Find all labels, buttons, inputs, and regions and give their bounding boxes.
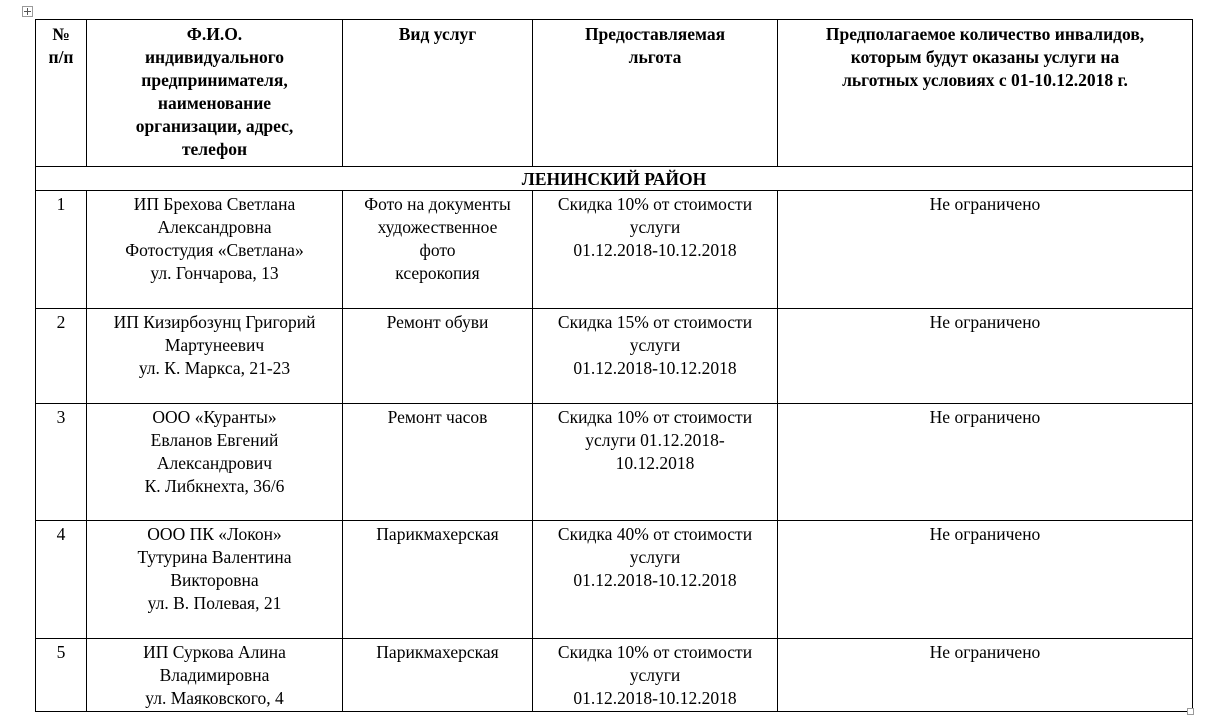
row-quantity: Не ограничено [778,639,1193,712]
row-name [87,309,343,404]
header-line: которым будут оказаны услуги на [850,47,1120,67]
row-name [87,404,343,521]
row-benefit [533,639,778,712]
cell-line: ксерокопия [395,263,480,283]
cell-line: ул. Маяковского, 4 [145,688,284,708]
header-line: Предоставляемая [584,24,726,44]
row-name [87,639,343,712]
header-line: Предполагаемое количество инвалидов, [825,24,1145,44]
cell-line: ООО ПК «Локон» [147,524,282,544]
header-line: организации, адрес, [135,116,294,136]
cell-line: Скидка 15% от стоимости [557,312,753,332]
header-line: № [52,24,70,44]
table-row [36,191,1193,309]
cell-line: Мартунеевич [164,335,265,355]
header-benefit [533,20,778,167]
row-name [87,191,343,309]
cell-line: ИП Суркова Алина [143,642,286,662]
header-line: льготных условиях с 01-10.12.2018 г. [842,70,1128,90]
cell-line: Викторовна [170,570,259,590]
row-quantity: Не ограничено [778,309,1193,404]
row-num: 5 [36,639,87,712]
table-row [36,404,1193,521]
cell-line: услуги [629,217,681,237]
cell-line: Александровна [157,217,272,237]
table-resize-handle-icon[interactable] [1187,708,1194,715]
cell-line: Владимировна [159,665,270,685]
row-quantity: Не ограничено [778,191,1193,309]
cell-line: Ремонт часов [387,407,488,427]
cell-line: Парикмахерская [376,642,499,662]
district-title: ЛЕНИНСКИЙ РАЙОН [36,167,1193,191]
row-num: 2 [36,309,87,404]
cell-line: 01.12.2018-10.12.2018 [573,358,737,378]
row-service [343,309,533,404]
row-benefit [533,191,778,309]
row-name [87,521,343,639]
row-benefit [533,309,778,404]
cell-line: Фото на документы [364,194,511,214]
table-row [36,639,1193,712]
row-service [343,521,533,639]
header-service [343,20,533,167]
row-quantity: Не ограничено [778,404,1193,521]
cell-line: ООО «Куранты» [152,407,277,427]
header-num [36,20,87,167]
header-line: Ф.И.О. [186,24,243,44]
row-benefit [533,404,778,521]
cell-line: Скидка 10% от стоимости [557,642,753,662]
header-line: индивидуального [144,47,285,67]
cell-line: ул. В. Полевая, 21 [147,593,282,613]
cell-line: Парикмахерская [376,524,499,544]
header-line: Вид услуг [398,24,477,44]
cell-line: Александрович [156,453,273,473]
table-move-handle-icon[interactable] [22,6,33,17]
cell-line: услуги 01.12.2018- [585,430,725,450]
cell-line: Тутурина Валентина [137,547,292,567]
row-service [343,404,533,521]
cell-line: услуги [629,547,681,567]
row-quantity: Не ограничено [778,521,1193,639]
cell-line: Евланов Евгений [150,430,279,450]
cell-line: 01.12.2018-10.12.2018 [573,688,737,708]
table-row [36,521,1193,639]
cell-line: фото [419,240,456,260]
cell-line: К. Либкнехта, 36/6 [144,476,285,496]
row-num: 3 [36,404,87,521]
cell-line: услуги [629,335,681,355]
header-line: телефон [181,139,248,159]
district-row [36,167,1193,191]
cell-line: ИП Кизирбозунц Григорий [113,312,316,332]
row-service [343,639,533,712]
cell-line: Фотостудия «Светлана» [125,240,304,260]
header-quantity [778,20,1193,167]
header-line: п/п [48,47,74,67]
row-num: 4 [36,521,87,639]
row-num: 1 [36,191,87,309]
cell-line: Скидка 40% от стоимости [557,524,753,544]
cell-line: Ремонт обуви [386,312,489,332]
row-service [343,191,533,309]
cell-line: художественное [377,217,498,237]
table-header-row [36,20,1193,167]
header-name [87,20,343,167]
cell-line: 10.12.2018 [615,453,695,473]
header-line: предпринимателя, [141,70,288,90]
header-line: наименование [157,93,272,113]
row-benefit [533,521,778,639]
table-row [36,309,1193,404]
cell-line: ИП Брехова Светлана [133,194,296,214]
cell-line: Скидка 10% от стоимости [557,407,753,427]
cell-line: ул. Гончарова, 13 [150,263,279,283]
cell-line: 01.12.2018-10.12.2018 [573,240,737,260]
cell-line: Скидка 10% от стоимости [557,194,753,214]
benefits-table [35,19,1193,712]
header-line: льгота [628,47,682,67]
cell-line: ул. К. Маркса, 21-23 [138,358,291,378]
cell-line: 01.12.2018-10.12.2018 [573,570,737,590]
cell-line: услуги [629,665,681,685]
